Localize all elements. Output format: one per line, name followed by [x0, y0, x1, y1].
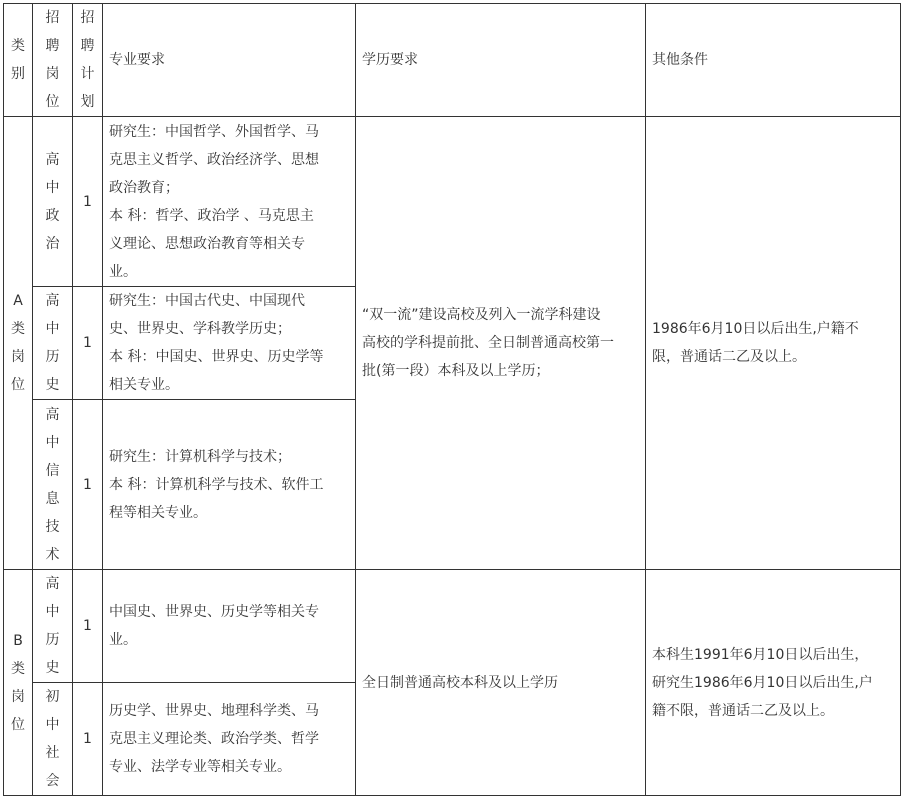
header-other: 其他条件 — [646, 4, 901, 117]
header-plan: 招 聘 计 划 — [73, 4, 103, 117]
plan-cell: 1 — [73, 117, 103, 287]
position-cell: 初 中 社 会 — [33, 683, 73, 796]
table-row — [4, 570, 901, 683]
header-major: 专业要求 — [103, 4, 356, 117]
major-cell: 研究生：中国哲学、外国哲学、马 克思主义哲学、政治经济学、思想 政治教育； 本 科：哲学、政治学 、马克思主 义理论、思想政治教育等相关专 业。 — [103, 117, 356, 287]
education-a-cell: “双一流”建设高校及列入一流学科建设 高校的学科提前批、全日制普通高校第一 批(第一段）本科及以上学历； — [356, 117, 646, 570]
header-category: 类 别 — [4, 4, 33, 117]
major-cell: 历史学、世界史、地理科学类、马 克思主义理论类、政治学类、哲学 专业、法学专业等相关专业。 — [103, 683, 356, 796]
category-b-cell: B 类 岗 位 — [4, 570, 33, 796]
major-cell: 研究生：计算机科学与技术； 本 科：计算机科学与技术、软件工 程等相关专业。 — [103, 400, 356, 570]
plan-cell: 1 — [73, 287, 103, 400]
major-cell: 中国史、世界史、历史学等相关专 业。 — [103, 570, 356, 683]
other-b-cell: 本科生1991年6月10日以后出生， 研究生1986年6月10日以后出生,户 籍不限，普通话二乙及以上。 — [646, 570, 901, 796]
table-row — [4, 117, 901, 287]
other-a-cell: 1986年6月10日以后出生,户籍不 限，普通话二乙及以上。 — [646, 117, 901, 570]
plan-cell: 1 — [73, 400, 103, 570]
position-cell: 高 中 历 史 — [33, 570, 73, 683]
plan-cell: 1 — [73, 683, 103, 796]
plan-cell: 1 — [73, 570, 103, 683]
major-cell: 研究生：中国古代史、中国现代 史、世界史、学科教学历史； 本 科：中国史、世界史、历史学等 相关专业。 — [103, 287, 356, 400]
recruitment-table — [3, 3, 901, 796]
category-a-cell: A 类 岗 位 — [4, 117, 33, 570]
header-row — [4, 4, 901, 117]
header-education: 学历要求 — [356, 4, 646, 117]
position-cell: 高 中 信 息 技 术 — [33, 400, 73, 570]
position-cell: 高 中 历 史 — [33, 287, 73, 400]
position-cell: 高 中 政 治 — [33, 117, 73, 287]
header-position: 招 聘 岗 位 — [33, 4, 73, 117]
education-b-cell: 全日制普通高校本科及以上学历 — [356, 570, 646, 796]
